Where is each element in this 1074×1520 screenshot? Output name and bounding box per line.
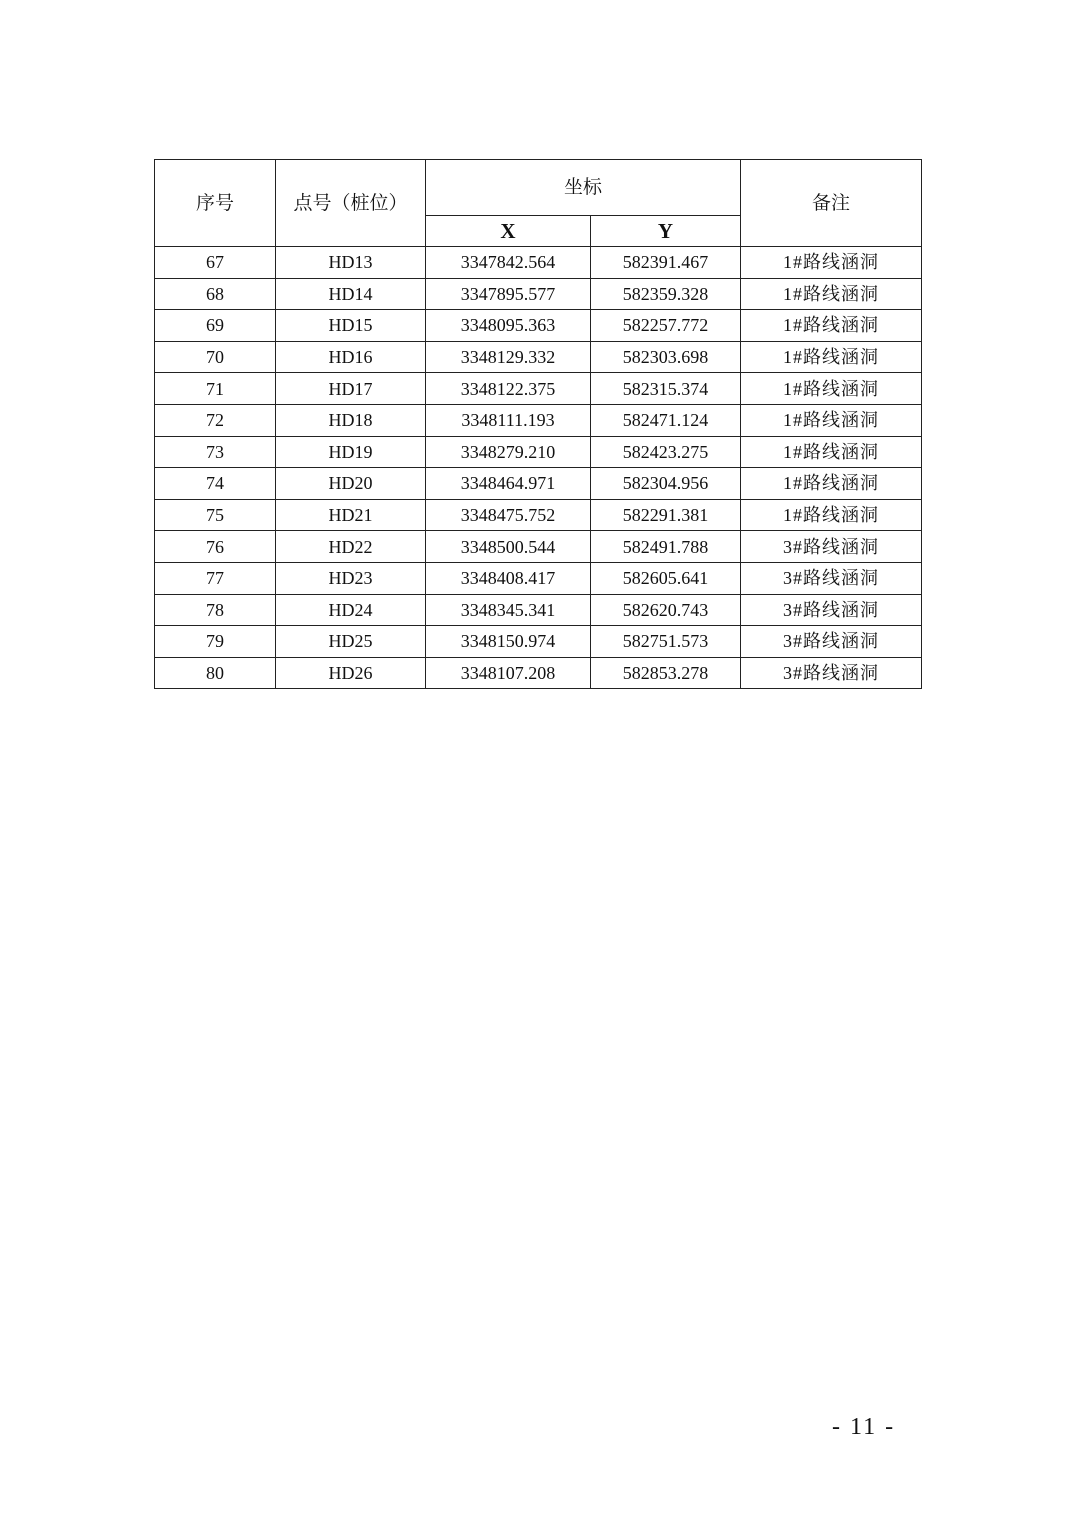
header-x: X xyxy=(426,216,591,247)
cell-remark: 1#路线涵洞 xyxy=(741,436,922,468)
cell-seq: 77 xyxy=(155,562,276,594)
table-row xyxy=(155,499,922,531)
header-remark: 备注 xyxy=(741,160,922,247)
cell-x: 3348095.363 xyxy=(426,310,591,342)
table-row xyxy=(155,468,922,500)
cell-y: 582257.772 xyxy=(591,310,741,342)
cell-seq: 75 xyxy=(155,499,276,531)
table-row xyxy=(155,562,922,594)
cell-point: HD26 xyxy=(276,657,426,689)
cell-point: HD22 xyxy=(276,531,426,563)
cell-remark: 1#路线涵洞 xyxy=(741,468,922,500)
table-header-row xyxy=(155,160,922,216)
cell-x: 3347842.564 xyxy=(426,247,591,279)
cell-x: 3348500.544 xyxy=(426,531,591,563)
cell-y: 582304.956 xyxy=(591,468,741,500)
cell-y: 582605.641 xyxy=(591,562,741,594)
table-row xyxy=(155,341,922,373)
cell-y: 582291.381 xyxy=(591,499,741,531)
cell-seq: 72 xyxy=(155,404,276,436)
cell-remark: 1#路线涵洞 xyxy=(741,499,922,531)
cell-y: 582491.788 xyxy=(591,531,741,563)
table-row xyxy=(155,436,922,468)
cell-x: 3348345.341 xyxy=(426,594,591,626)
cell-point: HD23 xyxy=(276,562,426,594)
cell-remark: 1#路线涵洞 xyxy=(741,247,922,279)
cell-x: 3348408.417 xyxy=(426,562,591,594)
cell-remark: 1#路线涵洞 xyxy=(741,310,922,342)
cell-x: 3348150.974 xyxy=(426,626,591,658)
cell-point: HD19 xyxy=(276,436,426,468)
cell-seq: 78 xyxy=(155,594,276,626)
table-row xyxy=(155,373,922,405)
cell-x: 3348475.752 xyxy=(426,499,591,531)
cell-seq: 80 xyxy=(155,657,276,689)
cell-x: 3348464.971 xyxy=(426,468,591,500)
page-number: - 11 - xyxy=(832,1414,896,1440)
cell-point: HD17 xyxy=(276,373,426,405)
cell-remark: 3#路线涵洞 xyxy=(741,562,922,594)
header-point: 点号（桩位） xyxy=(276,160,426,247)
cell-point: HD20 xyxy=(276,468,426,500)
cell-seq: 79 xyxy=(155,626,276,658)
table-body xyxy=(155,247,922,689)
cell-seq: 71 xyxy=(155,373,276,405)
cell-x: 3348279.210 xyxy=(426,436,591,468)
cell-y: 582315.374 xyxy=(591,373,741,405)
cell-point: HD16 xyxy=(276,341,426,373)
table-row xyxy=(155,310,922,342)
cell-point: HD15 xyxy=(276,310,426,342)
cell-y: 582303.698 xyxy=(591,341,741,373)
cell-seq: 69 xyxy=(155,310,276,342)
cell-point: HD13 xyxy=(276,247,426,279)
table-row xyxy=(155,247,922,279)
cell-seq: 74 xyxy=(155,468,276,500)
cell-y: 582359.328 xyxy=(591,278,741,310)
cell-y: 582423.275 xyxy=(591,436,741,468)
cell-y: 582751.573 xyxy=(591,626,741,658)
cell-remark: 1#路线涵洞 xyxy=(741,373,922,405)
header-y: Y xyxy=(591,216,741,247)
table-row xyxy=(155,531,922,563)
coordinate-table xyxy=(154,159,922,689)
cell-point: HD18 xyxy=(276,404,426,436)
cell-point: HD21 xyxy=(276,499,426,531)
cell-remark: 3#路线涵洞 xyxy=(741,626,922,658)
cell-y: 582620.743 xyxy=(591,594,741,626)
cell-seq: 73 xyxy=(155,436,276,468)
header-seq: 序号 xyxy=(155,160,276,247)
cell-x: 3348107.208 xyxy=(426,657,591,689)
table-row xyxy=(155,657,922,689)
cell-seq: 76 xyxy=(155,531,276,563)
cell-remark: 1#路线涵洞 xyxy=(741,404,922,436)
cell-x: 3348111.193 xyxy=(426,404,591,436)
cell-seq: 70 xyxy=(155,341,276,373)
cell-seq: 68 xyxy=(155,278,276,310)
table-row xyxy=(155,626,922,658)
cell-remark: 3#路线涵洞 xyxy=(741,531,922,563)
table-row xyxy=(155,404,922,436)
cell-x: 3347895.577 xyxy=(426,278,591,310)
table-row xyxy=(155,594,922,626)
cell-y: 582471.124 xyxy=(591,404,741,436)
cell-remark: 1#路线涵洞 xyxy=(741,278,922,310)
cell-x: 3348122.375 xyxy=(426,373,591,405)
cell-point: HD14 xyxy=(276,278,426,310)
cell-y: 582391.467 xyxy=(591,247,741,279)
cell-x: 3348129.332 xyxy=(426,341,591,373)
cell-point: HD25 xyxy=(276,626,426,658)
cell-seq: 67 xyxy=(155,247,276,279)
header-coordinate: 坐标 xyxy=(426,160,741,216)
table-row xyxy=(155,278,922,310)
cell-remark: 1#路线涵洞 xyxy=(741,341,922,373)
cell-point: HD24 xyxy=(276,594,426,626)
cell-remark: 3#路线涵洞 xyxy=(741,594,922,626)
cell-remark: 3#路线涵洞 xyxy=(741,657,922,689)
cell-y: 582853.278 xyxy=(591,657,741,689)
